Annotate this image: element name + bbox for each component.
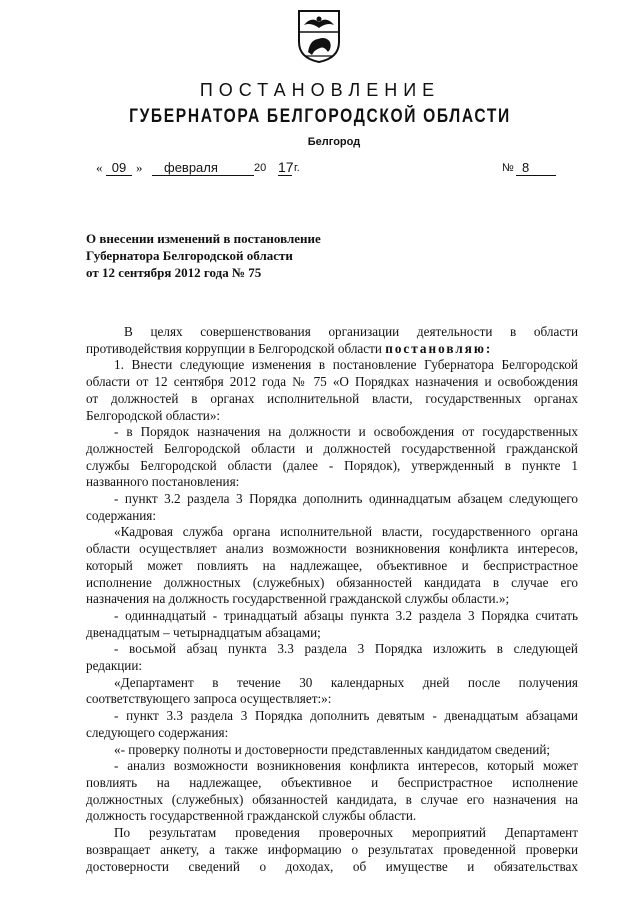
coat-of-arms-icon — [296, 8, 342, 64]
date-open-quote: « — [96, 160, 103, 175]
body-line: - в Порядок назначения на должности и освобождения от государственных — [114, 424, 578, 440]
body-line: области осуществляет анализ возможности возникновения конфликта интересов, — [86, 541, 578, 557]
date-year-digit: 17 — [278, 159, 294, 175]
body-line: - пункт 3.2 раздела 3 Порядка дополнить одиннадцатым абзацем следующего — [114, 491, 578, 507]
body-line: В целях совершенствования организации деятельности в области — [124, 324, 578, 339]
body-line: «- проверку полноты и достоверности представленных кандидатом сведений; — [114, 741, 551, 757]
date-number-line — [96, 160, 576, 178]
number-label: № — [502, 162, 514, 174]
body-line: службы Белгородской области (далее - Порядок), утвержденный в пункте 1 — [86, 457, 578, 473]
body-line: должностей Белгородской области и должностей государственной гражданской — [86, 440, 578, 456]
subject-heading — [86, 230, 321, 281]
body-line: соответствующего запроса осуществляет:»: — [86, 691, 332, 707]
body-line: который может повлиять на надлежащее, объективное и беспристрастное — [86, 557, 578, 573]
date-close-quote: » — [136, 160, 143, 175]
document-number: 8 — [516, 160, 556, 176]
subject-line: от 12 сентября 2012 года № 75 — [86, 265, 262, 280]
body-line: повлиять на надлежащее, объективное и беспристрастное исполнение — [86, 774, 578, 790]
body-line: «Кадровая служба органа исполнительной власти, государственного органа — [114, 524, 578, 540]
subject-line: О внесении изменений в постановление — [86, 231, 321, 246]
city-label: Белгород — [307, 136, 361, 148]
body-line: названного постановления: — [86, 474, 240, 490]
body-line: назначения на должность государственной гражданской службы области.»; — [86, 591, 510, 607]
body-line: должностных (служебных) обязанностей кандидата, в случае его назначения на — [86, 791, 578, 807]
date-year-prefix: 20 — [254, 162, 267, 174]
body-text: противодействия коррупции в Белгородской области — [86, 340, 382, 356]
body-line: от должностей в органах исполнительной власти, государственных органах — [86, 390, 578, 406]
body-line: «Департамент в течение 30 календарных дней после получения — [114, 674, 578, 690]
body-line: По результатам проведения проверочных мероприятий Департамент — [114, 825, 578, 841]
body-line: области от 12 сентября 2012 года № 75 «О Порядках назначения и освобождения — [86, 374, 578, 390]
body-line: достоверности сведений о доходах, об имуществе и обязательствах — [86, 858, 578, 874]
date-month: февраля — [152, 160, 254, 176]
body-line: 1. Внести следующие изменения в постановление Губернатора Белгородской — [114, 357, 578, 373]
document-body — [86, 324, 578, 875]
body-line: Белгородской области»: — [86, 407, 221, 423]
body-line: должность государственной гражданской службы области. — [86, 808, 417, 824]
body-line: - восьмой абзац пункта 3.3 раздела 3 Порядка изложить в следующей — [114, 641, 578, 657]
date-year-suffix: г. — [294, 162, 300, 174]
body-line — [86, 341, 578, 358]
body-line: возвращает анкету, а также информацию о результатах проведенной проверки — [86, 841, 578, 857]
document-type-title: ПОСТАНОВЛЕНИЕ — [199, 80, 441, 100]
subject-line: Губернатора Белгородской области — [86, 248, 293, 263]
body-line: исполнение должностных (служебных) обязанностей кандидата в случае его — [86, 574, 578, 590]
body-line: - анализ возможности возникновения конфликта интересов, который может — [114, 758, 578, 774]
body-line: редакции: — [86, 658, 143, 674]
body-line: - одиннадцатый - тринадцатый абзацы пункта 3.2 раздела 3 Порядка считать — [114, 607, 578, 623]
body-line: двенадцатым – четырнадцатым абзацами; — [86, 624, 321, 640]
body-line: - пункт 3.3 раздела 3 Порядка дополнить девятым - двенадцатым абзацами — [114, 708, 578, 724]
body-line: следующего содержания: — [86, 724, 229, 740]
body-line: содержания: — [86, 507, 157, 523]
resolve-keyword: постановляю: — [385, 340, 493, 356]
date-day: 09 — [106, 160, 132, 176]
issuer-title: ГУБЕРНАТОРА БЕЛГОРОДСКОЙ ОБЛАСТИ — [129, 106, 511, 127]
